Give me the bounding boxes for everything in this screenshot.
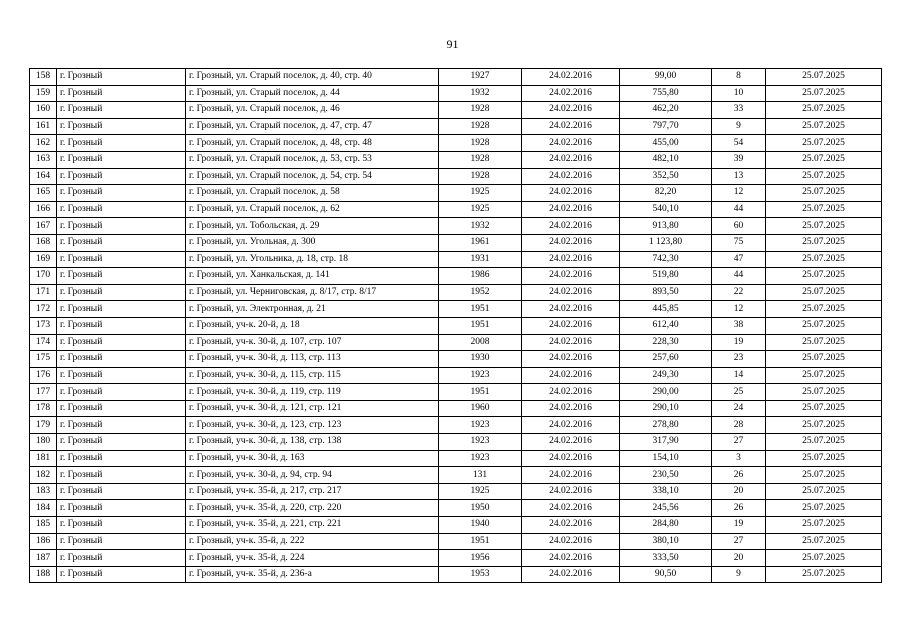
- table-row: [30, 185, 882, 202]
- table-row: [30, 218, 882, 235]
- count-cell: 25: [712, 384, 766, 401]
- count-cell: 38: [712, 317, 766, 334]
- area-cell: 278,80: [620, 417, 712, 434]
- table-row: [30, 384, 882, 401]
- area-cell: 245,56: [620, 500, 712, 517]
- table-row: [30, 201, 882, 218]
- year-cell: 1928: [439, 102, 522, 119]
- year-cell: 1961: [439, 234, 522, 251]
- page-number: 91: [446, 37, 459, 51]
- plan-date-cell: 25.07.2025: [766, 168, 882, 185]
- address-cell: г. Грозный, ул. Старый поселок, д. 48, стр. 48: [186, 135, 439, 152]
- address-cell: г. Грозный, уч-к. 20-й, д. 18: [186, 317, 439, 334]
- year-cell: 131: [439, 467, 522, 484]
- year-cell: 1931: [439, 251, 522, 268]
- year-cell: 1986: [439, 268, 522, 285]
- count-cell: 28: [712, 417, 766, 434]
- table-row: [30, 168, 882, 185]
- plan-date-cell: 25.07.2025: [766, 533, 882, 550]
- city-cell: г. Грозный: [57, 284, 186, 301]
- area-cell: 338,10: [620, 483, 712, 500]
- row-number-cell: 170: [30, 268, 57, 285]
- plan-date-cell: 25.07.2025: [766, 185, 882, 202]
- table-row: [30, 467, 882, 484]
- area-cell: 893,50: [620, 284, 712, 301]
- city-cell: г. Грозный: [57, 517, 186, 534]
- city-cell: г. Грозный: [57, 500, 186, 517]
- address-cell: г. Грозный, уч-к. 35-й, д. 217, стр. 217: [186, 483, 439, 500]
- year-cell: 1956: [439, 550, 522, 567]
- address-cell: г. Грозный, ул. Старый поселок, д. 44: [186, 85, 439, 102]
- date-cell: 24.02.2016: [522, 301, 620, 318]
- count-cell: 13: [712, 168, 766, 185]
- table-row: [30, 400, 882, 417]
- table-row: [30, 483, 882, 500]
- table-body: [30, 69, 882, 583]
- plan-date-cell: 25.07.2025: [766, 151, 882, 168]
- address-cell: г. Грозный, ул. Старый поселок, д. 46: [186, 102, 439, 119]
- count-cell: 27: [712, 434, 766, 451]
- address-cell: г. Грозный, ул. Старый поселок, д. 58: [186, 185, 439, 202]
- area-cell: 290,10: [620, 400, 712, 417]
- city-cell: г. Грозный: [57, 417, 186, 434]
- area-cell: 519,80: [620, 268, 712, 285]
- table-row: [30, 367, 882, 384]
- address-cell: г. Грозный, ул. Тобольская, д. 29: [186, 218, 439, 235]
- city-cell: г. Грозный: [57, 483, 186, 500]
- city-cell: г. Грозный: [57, 367, 186, 384]
- address-cell: г. Грозный, ул. Старый поселок, д. 47, стр. 47: [186, 118, 439, 135]
- address-cell: г. Грозный, уч-к. 35-й, д. 236-а: [186, 566, 439, 583]
- address-cell: г. Грозный, уч-к. 30-й, д. 123, стр. 123: [186, 417, 439, 434]
- area-cell: 333,50: [620, 550, 712, 567]
- area-cell: 482,10: [620, 151, 712, 168]
- plan-date-cell: 25.07.2025: [766, 450, 882, 467]
- area-cell: 257,60: [620, 351, 712, 368]
- count-cell: 60: [712, 218, 766, 235]
- plan-date-cell: 25.07.2025: [766, 400, 882, 417]
- date-cell: 24.02.2016: [522, 135, 620, 152]
- area-cell: 913,80: [620, 218, 712, 235]
- area-cell: 742,30: [620, 251, 712, 268]
- year-cell: 1923: [439, 450, 522, 467]
- date-cell: 24.02.2016: [522, 102, 620, 119]
- date-cell: 24.02.2016: [522, 417, 620, 434]
- year-cell: 1930: [439, 351, 522, 368]
- date-cell: 24.02.2016: [522, 434, 620, 451]
- area-cell: 445,85: [620, 301, 712, 318]
- area-cell: 755,80: [620, 85, 712, 102]
- table-row: [30, 517, 882, 534]
- plan-date-cell: 25.07.2025: [766, 118, 882, 135]
- area-cell: 380,10: [620, 533, 712, 550]
- area-cell: 797,70: [620, 118, 712, 135]
- table-row: [30, 284, 882, 301]
- count-cell: 44: [712, 201, 766, 218]
- date-cell: 24.02.2016: [522, 400, 620, 417]
- row-number-cell: 177: [30, 384, 57, 401]
- row-number-cell: 172: [30, 301, 57, 318]
- date-cell: 24.02.2016: [522, 517, 620, 534]
- city-cell: г. Грозный: [57, 218, 186, 235]
- count-cell: 12: [712, 185, 766, 202]
- area-cell: 230,50: [620, 467, 712, 484]
- date-cell: 24.02.2016: [522, 450, 620, 467]
- date-cell: 24.02.2016: [522, 467, 620, 484]
- city-cell: г. Грозный: [57, 317, 186, 334]
- plan-date-cell: 25.07.2025: [766, 566, 882, 583]
- city-cell: г. Грозный: [57, 234, 186, 251]
- row-number-cell: 164: [30, 168, 57, 185]
- date-cell: 24.02.2016: [522, 351, 620, 368]
- count-cell: 33: [712, 102, 766, 119]
- year-cell: 1951: [439, 384, 522, 401]
- table-row: [30, 533, 882, 550]
- plan-date-cell: 25.07.2025: [766, 135, 882, 152]
- plan-date-cell: 25.07.2025: [766, 317, 882, 334]
- row-number-cell: 179: [30, 417, 57, 434]
- year-cell: 1951: [439, 533, 522, 550]
- address-cell: г. Грозный, уч-к. 30-й, д. 94, стр. 94: [186, 467, 439, 484]
- row-number-cell: 183: [30, 483, 57, 500]
- address-cell: г. Грозный, уч-к. 35-й, д. 222: [186, 533, 439, 550]
- table-row: [30, 317, 882, 334]
- plan-date-cell: 25.07.2025: [766, 550, 882, 567]
- city-cell: г. Грозный: [57, 351, 186, 368]
- table-row: [30, 351, 882, 368]
- count-cell: 22: [712, 284, 766, 301]
- year-cell: 1951: [439, 317, 522, 334]
- plan-date-cell: 25.07.2025: [766, 467, 882, 484]
- date-cell: 24.02.2016: [522, 367, 620, 384]
- count-cell: 23: [712, 351, 766, 368]
- area-cell: 228,30: [620, 334, 712, 351]
- date-cell: 24.02.2016: [522, 500, 620, 517]
- date-cell: 24.02.2016: [522, 550, 620, 567]
- city-cell: г. Грозный: [57, 135, 186, 152]
- year-cell: 1953: [439, 566, 522, 583]
- count-cell: 14: [712, 367, 766, 384]
- city-cell: г. Грозный: [57, 102, 186, 119]
- address-cell: г. Грозный, уч-к. 30-й, д. 119, стр. 119: [186, 384, 439, 401]
- row-number-cell: 174: [30, 334, 57, 351]
- count-cell: 3: [712, 450, 766, 467]
- row-number-cell: 185: [30, 517, 57, 534]
- plan-date-cell: 25.07.2025: [766, 234, 882, 251]
- address-cell: г. Грозный, ул. Угольная, д. 300: [186, 234, 439, 251]
- date-cell: 24.02.2016: [522, 69, 620, 86]
- city-cell: г. Грозный: [57, 69, 186, 86]
- row-number-cell: 158: [30, 69, 57, 86]
- table-row: [30, 251, 882, 268]
- area-cell: 455,00: [620, 135, 712, 152]
- plan-date-cell: 25.07.2025: [766, 102, 882, 119]
- city-cell: г. Грозный: [57, 550, 186, 567]
- plan-date-cell: 25.07.2025: [766, 251, 882, 268]
- row-number-cell: 187: [30, 550, 57, 567]
- plan-date-cell: 25.07.2025: [766, 351, 882, 368]
- row-number-cell: 165: [30, 185, 57, 202]
- count-cell: 19: [712, 517, 766, 534]
- year-cell: 1932: [439, 218, 522, 235]
- date-cell: 24.02.2016: [522, 168, 620, 185]
- row-number-cell: 188: [30, 566, 57, 583]
- plan-date-cell: 25.07.2025: [766, 517, 882, 534]
- address-cell: г. Грозный, ул. Старый поселок, д. 54, стр. 54: [186, 168, 439, 185]
- year-cell: 2008: [439, 334, 522, 351]
- count-cell: 54: [712, 135, 766, 152]
- row-number-cell: 175: [30, 351, 57, 368]
- count-cell: 10: [712, 85, 766, 102]
- plan-date-cell: 25.07.2025: [766, 334, 882, 351]
- plan-date-cell: 25.07.2025: [766, 301, 882, 318]
- count-cell: 9: [712, 118, 766, 135]
- row-number-cell: 182: [30, 467, 57, 484]
- area-cell: 249,30: [620, 367, 712, 384]
- address-cell: г. Грозный, ул. Электронная, д. 21: [186, 301, 439, 318]
- row-number-cell: 181: [30, 450, 57, 467]
- count-cell: 24: [712, 400, 766, 417]
- table-row: [30, 550, 882, 567]
- address-cell: г. Грозный, ул. Старый поселок, д. 53, стр. 53: [186, 151, 439, 168]
- table-row: [30, 450, 882, 467]
- city-cell: г. Грозный: [57, 566, 186, 583]
- row-number-cell: 166: [30, 201, 57, 218]
- table-row: [30, 268, 882, 285]
- year-cell: 1925: [439, 201, 522, 218]
- date-cell: 24.02.2016: [522, 201, 620, 218]
- row-number-cell: 163: [30, 151, 57, 168]
- year-cell: 1932: [439, 85, 522, 102]
- city-cell: г. Грозный: [57, 201, 186, 218]
- row-number-cell: 167: [30, 218, 57, 235]
- year-cell: 1923: [439, 367, 522, 384]
- row-number-cell: 184: [30, 500, 57, 517]
- count-cell: 19: [712, 334, 766, 351]
- city-cell: г. Грозный: [57, 151, 186, 168]
- date-cell: 24.02.2016: [522, 234, 620, 251]
- count-cell: 26: [712, 500, 766, 517]
- row-number-cell: 162: [30, 135, 57, 152]
- plan-date-cell: 25.07.2025: [766, 218, 882, 235]
- area-cell: 1 123,80: [620, 234, 712, 251]
- table-row: [30, 135, 882, 152]
- address-cell: г. Грозный, уч-к. 35-й, д. 220, стр. 220: [186, 500, 439, 517]
- date-cell: 24.02.2016: [522, 566, 620, 583]
- address-cell: г. Грозный, ул. Ханкальская, д. 141: [186, 268, 439, 285]
- city-cell: г. Грозный: [57, 85, 186, 102]
- address-cell: г. Грозный, уч-к. 30-й, д. 163: [186, 450, 439, 467]
- year-cell: 1928: [439, 135, 522, 152]
- table-row: [30, 151, 882, 168]
- plan-date-cell: 25.07.2025: [766, 500, 882, 517]
- plan-date-cell: 25.07.2025: [766, 417, 882, 434]
- table-row: [30, 417, 882, 434]
- plan-date-cell: 25.07.2025: [766, 384, 882, 401]
- table-row: [30, 500, 882, 517]
- row-number-cell: 178: [30, 400, 57, 417]
- area-cell: 612,40: [620, 317, 712, 334]
- year-cell: 1952: [439, 284, 522, 301]
- plan-date-cell: 25.07.2025: [766, 69, 882, 86]
- plan-date-cell: 25.07.2025: [766, 268, 882, 285]
- table-row: [30, 566, 882, 583]
- area-cell: 540,10: [620, 201, 712, 218]
- area-cell: 82,20: [620, 185, 712, 202]
- year-cell: 1925: [439, 185, 522, 202]
- year-cell: 1927: [439, 69, 522, 86]
- area-cell: 352,50: [620, 168, 712, 185]
- area-cell: 284,80: [620, 517, 712, 534]
- address-cell: г. Грозный, ул. Старый поселок, д. 40, стр. 40: [186, 69, 439, 86]
- row-number-cell: 160: [30, 102, 57, 119]
- date-cell: 24.02.2016: [522, 85, 620, 102]
- address-cell: г. Грозный, ул. Угольника, д. 18, стр. 18: [186, 251, 439, 268]
- city-cell: г. Грозный: [57, 533, 186, 550]
- count-cell: 8: [712, 69, 766, 86]
- row-number-cell: 171: [30, 284, 57, 301]
- area-cell: 99,00: [620, 69, 712, 86]
- date-cell: 24.02.2016: [522, 268, 620, 285]
- year-cell: 1923: [439, 417, 522, 434]
- row-number-cell: 161: [30, 118, 57, 135]
- count-cell: 12: [712, 301, 766, 318]
- address-cell: г. Грозный, уч-к. 30-й, д. 113, стр. 113: [186, 351, 439, 368]
- year-cell: 1928: [439, 118, 522, 135]
- date-cell: 24.02.2016: [522, 384, 620, 401]
- table-row: [30, 234, 882, 251]
- plan-date-cell: 25.07.2025: [766, 284, 882, 301]
- area-cell: 317,90: [620, 434, 712, 451]
- plan-date-cell: 25.07.2025: [766, 367, 882, 384]
- plan-date-cell: 25.07.2025: [766, 434, 882, 451]
- table-row: [30, 434, 882, 451]
- date-cell: 24.02.2016: [522, 334, 620, 351]
- city-cell: г. Грозный: [57, 185, 186, 202]
- year-cell: 1940: [439, 517, 522, 534]
- date-cell: 24.02.2016: [522, 185, 620, 202]
- city-cell: г. Грозный: [57, 467, 186, 484]
- row-number-cell: 176: [30, 367, 57, 384]
- count-cell: 39: [712, 151, 766, 168]
- area-cell: 154,10: [620, 450, 712, 467]
- date-cell: 24.02.2016: [522, 218, 620, 235]
- year-cell: 1950: [439, 500, 522, 517]
- area-cell: 90,50: [620, 566, 712, 583]
- area-cell: 462,20: [620, 102, 712, 119]
- housing-registry-table: [29, 68, 882, 583]
- year-cell: 1960: [439, 400, 522, 417]
- year-cell: 1923: [439, 434, 522, 451]
- date-cell: 24.02.2016: [522, 151, 620, 168]
- city-cell: г. Грозный: [57, 251, 186, 268]
- address-cell: г. Грозный, уч-к. 35-й, д. 224: [186, 550, 439, 567]
- row-number-cell: 169: [30, 251, 57, 268]
- table-row: [30, 69, 882, 86]
- count-cell: 75: [712, 234, 766, 251]
- plan-date-cell: 25.07.2025: [766, 201, 882, 218]
- plan-date-cell: 25.07.2025: [766, 85, 882, 102]
- count-cell: 44: [712, 268, 766, 285]
- table-row: [30, 102, 882, 119]
- address-cell: г. Грозный, уч-к. 30-й, д. 138, стр. 138: [186, 434, 439, 451]
- count-cell: 27: [712, 533, 766, 550]
- address-cell: г. Грозный, уч-к. 30-й, д. 107, стр. 107: [186, 334, 439, 351]
- date-cell: 24.02.2016: [522, 118, 620, 135]
- table-row: [30, 118, 882, 135]
- year-cell: 1928: [439, 168, 522, 185]
- row-number-cell: 173: [30, 317, 57, 334]
- table-row: [30, 334, 882, 351]
- count-cell: 20: [712, 550, 766, 567]
- count-cell: 47: [712, 251, 766, 268]
- date-cell: 24.02.2016: [522, 533, 620, 550]
- date-cell: 24.02.2016: [522, 284, 620, 301]
- address-cell: г. Грозный, уч-к. 35-й, д. 221, стр. 221: [186, 517, 439, 534]
- row-number-cell: 180: [30, 434, 57, 451]
- address-cell: г. Грозный, уч-к. 30-й, д. 115, стр. 115: [186, 367, 439, 384]
- date-cell: 24.02.2016: [522, 483, 620, 500]
- city-cell: г. Грозный: [57, 301, 186, 318]
- year-cell: 1925: [439, 483, 522, 500]
- city-cell: г. Грозный: [57, 168, 186, 185]
- year-cell: 1951: [439, 301, 522, 318]
- count-cell: 20: [712, 483, 766, 500]
- year-cell: 1928: [439, 151, 522, 168]
- date-cell: 24.02.2016: [522, 251, 620, 268]
- count-cell: 9: [712, 566, 766, 583]
- city-cell: г. Грозный: [57, 334, 186, 351]
- address-cell: г. Грозный, ул. Старый поселок, д. 62: [186, 201, 439, 218]
- city-cell: г. Грозный: [57, 450, 186, 467]
- address-cell: г. Грозный, уч-к. 30-й, д. 121, стр. 121: [186, 400, 439, 417]
- city-cell: г. Грозный: [57, 118, 186, 135]
- city-cell: г. Грозный: [57, 434, 186, 451]
- date-cell: 24.02.2016: [522, 317, 620, 334]
- table-row: [30, 301, 882, 318]
- row-number-cell: 168: [30, 234, 57, 251]
- row-number-cell: 159: [30, 85, 57, 102]
- area-cell: 290,00: [620, 384, 712, 401]
- plan-date-cell: 25.07.2025: [766, 483, 882, 500]
- city-cell: г. Грозный: [57, 384, 186, 401]
- row-number-cell: 186: [30, 533, 57, 550]
- count-cell: 26: [712, 467, 766, 484]
- table-row: [30, 85, 882, 102]
- address-cell: г. Грозный, ул. Черниговская, д. 8/17, стр. 8/17: [186, 284, 439, 301]
- city-cell: г. Грозный: [57, 400, 186, 417]
- city-cell: г. Грозный: [57, 268, 186, 285]
